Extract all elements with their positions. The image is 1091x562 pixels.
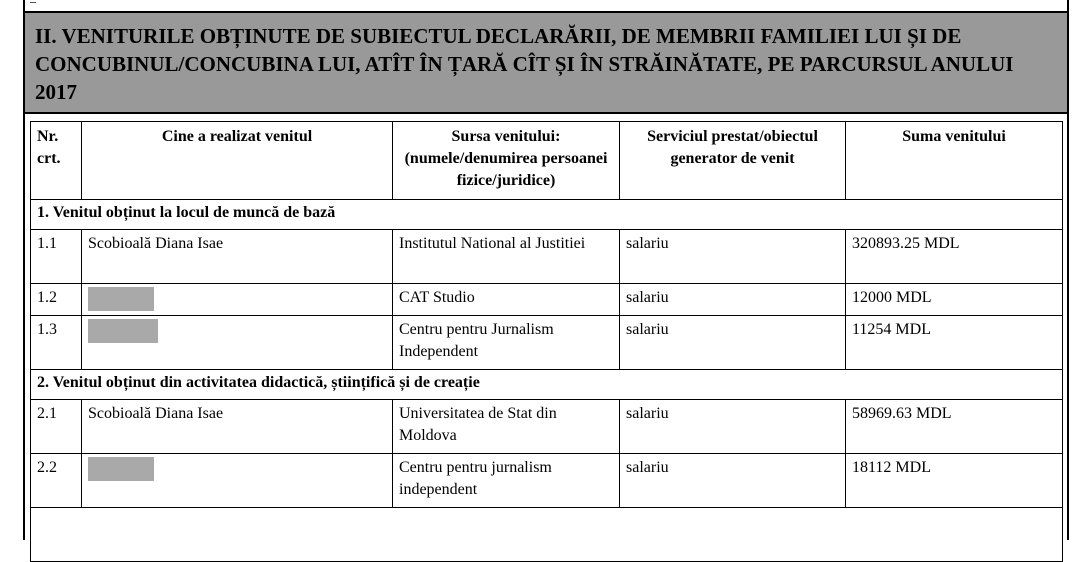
col-header-nr: Nr. crt. bbox=[31, 122, 82, 200]
cell-service: salariu bbox=[620, 284, 846, 316]
col-header-amount: Suma venitului bbox=[846, 122, 1063, 200]
col-header-who: Cine a realizat venitul bbox=[82, 122, 393, 200]
cell-nr: 2.1 bbox=[31, 400, 82, 454]
cell-service: salariu bbox=[620, 230, 846, 284]
group-title: 1. Venitul obținut la locul de muncă de bază bbox=[31, 200, 1063, 230]
col-header-service: Serviciul prestat/obiectul generator de venit bbox=[620, 122, 846, 200]
income-table bbox=[30, 121, 1063, 562]
corner-mark bbox=[30, 2, 36, 3]
table-row bbox=[31, 316, 1063, 370]
cell-source: CAT Studio bbox=[393, 284, 620, 316]
cell-service: salariu bbox=[620, 316, 846, 370]
cell-service: salariu bbox=[620, 454, 846, 508]
section-title: II. VENITURILE OBȚINUTE DE SUBIECTUL DECLARĂRII, DE MEMBRII FAMILIEI LUI ȘI DE CONCUBINUL/CONCUBINA LUI, ATÎT ÎN ȚARĂ CÎT ȘI ÎN STRĂINĂTATE, PE PARCURSUL ANULUI 2017 bbox=[35, 24, 1014, 104]
cell-service: salariu bbox=[620, 400, 846, 454]
table-row-empty bbox=[31, 508, 1063, 562]
empty-cell bbox=[31, 508, 1063, 562]
table-row bbox=[31, 454, 1063, 508]
cell-nr: 1.2 bbox=[31, 284, 82, 316]
cell-who bbox=[82, 316, 393, 370]
cell-amount: 18112 MDL bbox=[846, 454, 1063, 508]
section-header bbox=[23, 11, 1069, 114]
group-row bbox=[31, 200, 1063, 230]
cell-nr: 1.1 bbox=[31, 230, 82, 284]
cell-who: Scobioală Diana Isae bbox=[82, 230, 393, 284]
group-row bbox=[31, 370, 1063, 400]
cell-amount: 58969.63 MDL bbox=[846, 400, 1063, 454]
cell-source: Centru pentru Jurnalism Independent bbox=[393, 316, 620, 370]
group-title: 2. Venitul obținut din activitatea didactică, științifică și de creație bbox=[31, 370, 1063, 400]
redaction-block bbox=[88, 319, 158, 343]
redaction-block bbox=[88, 457, 154, 481]
table-row bbox=[31, 400, 1063, 454]
cell-amount: 12000 MDL bbox=[846, 284, 1063, 316]
cell-source: Institutul National al Justitiei bbox=[393, 230, 620, 284]
cell-who: Scobioală Diana Isae bbox=[82, 400, 393, 454]
cell-nr: 2.2 bbox=[31, 454, 82, 508]
cell-source: Centru pentru jurnalism independent bbox=[393, 454, 620, 508]
col-header-source: Sursa venitului: (numele/denumirea persoanei fizice/juridice) bbox=[393, 122, 620, 200]
redaction-block bbox=[88, 287, 154, 311]
table-row bbox=[31, 230, 1063, 284]
table-header-row bbox=[31, 122, 1063, 200]
cell-who bbox=[82, 454, 393, 508]
cell-source: Universitatea de Stat din Moldova bbox=[393, 400, 620, 454]
cell-who bbox=[82, 284, 393, 316]
cell-nr: 1.3 bbox=[31, 316, 82, 370]
cell-amount: 320893.25 MDL bbox=[846, 230, 1063, 284]
cell-amount: 11254 MDL bbox=[846, 316, 1063, 370]
table-row bbox=[31, 284, 1063, 316]
